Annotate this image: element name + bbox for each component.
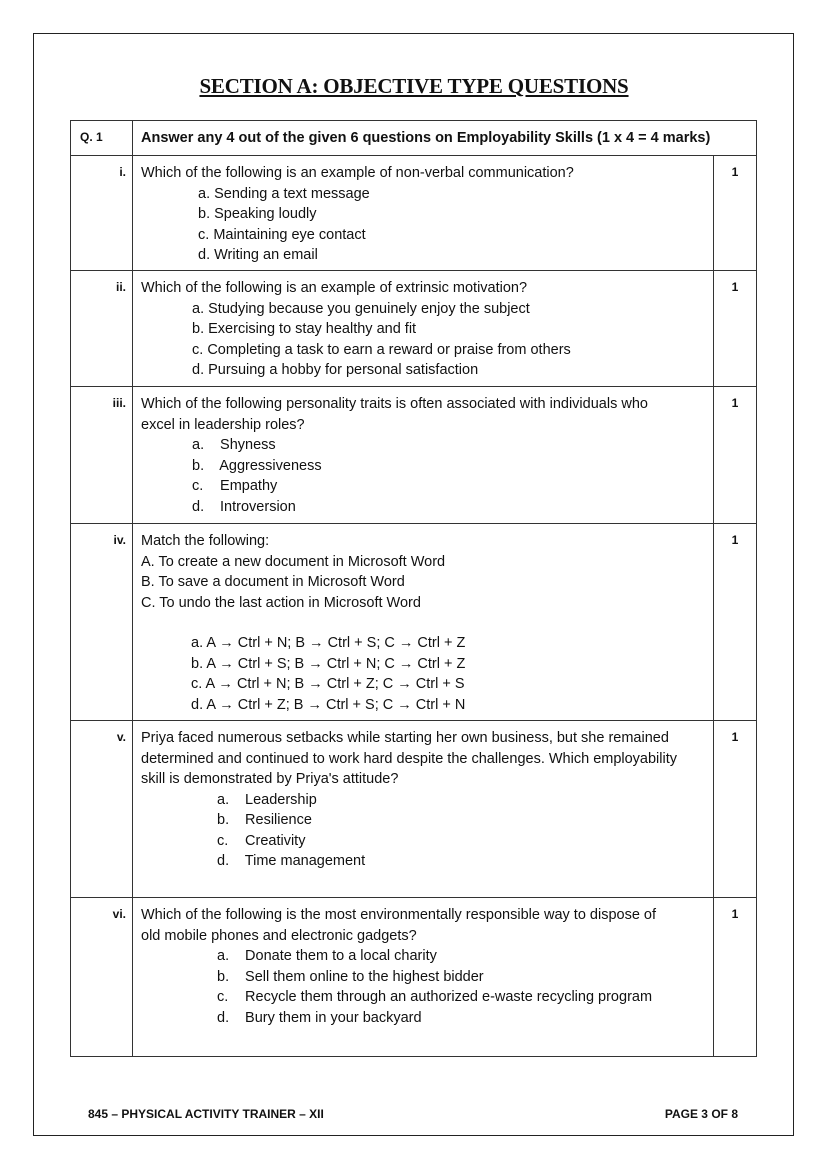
option-text: Recycle them through an authorized e-waste recycling program [245,989,653,1005]
option-letter: b. [191,655,204,672]
sub-question-number: ii. [71,271,133,386]
answer-option [141,497,707,518]
option-text: Resilience [245,812,312,828]
question-stem-line: A. To create a new document in Microsoft Word [141,553,446,570]
marks: 1 [731,165,739,179]
question-stem-line: Match the following: [141,533,270,549]
answer-option [141,1008,707,1029]
marks: 1 [731,907,739,921]
option-letter: d. [217,853,230,869]
question-stem-line: excel in leadership roles? [141,416,305,433]
option-text: Sell them online to the highest bidder [245,968,484,985]
option-letter: c. [198,226,210,243]
answer-option [141,435,707,456]
option-text: A → Ctrl + Z; B → Ctrl + S; C → Ctrl + N [206,696,466,713]
option-text: Aggressiveness [219,457,322,474]
sub-question-number: iii. [71,387,133,523]
question-stem-line: old mobile phones and electronic gadgets? [141,927,417,944]
question-stem-line: Which of the following is an example of non-verbal communication? [141,165,574,181]
option-text: Completing a task to earn a reward or praise from others [207,341,571,358]
option-text: Introversion [220,498,296,515]
option-text: A → Ctrl + N; B → Ctrl + S; C → Ctrl + Z [206,635,466,651]
answer-option [141,810,707,831]
answer-option [141,456,707,477]
footer-page-number: PAGE 3 OF 8 [664,1107,738,1121]
question-content [133,524,714,720]
answer-option [141,476,707,497]
option-letter: a. [217,791,230,808]
option-letter: d. [192,498,205,515]
question-row [71,271,756,387]
question-content [133,898,714,1056]
answer-option [141,184,707,205]
question-stem-line: Priya faced numerous setbacks while starting her own business, but she remained [141,730,669,746]
question-content [133,387,714,523]
option-text: Studying because you genuinely enjoy the subject [208,300,530,317]
sub-question-number: i. [71,156,133,270]
question-stem-line: Which of the following personality traits is often associated with individuals who [141,396,648,412]
option-letter: a. [192,437,205,453]
option-text: Maintaining eye contact [213,226,366,243]
question-content [133,271,714,386]
option-letter: a. [217,948,230,964]
question-stem-line: determined and continued to work hard despite the challenges. Which employability [141,750,678,767]
option-letter: c. [192,341,204,358]
option-letter: c. [217,989,229,1005]
option-letter: d. [198,247,211,263]
answer-option [141,340,707,361]
answer-option [141,790,707,811]
option-letter: b. [198,206,211,222]
answer-option [141,674,707,695]
table-header-row [71,121,756,156]
answer-option [141,360,707,381]
answer-option [141,967,707,988]
option-letter: b. [192,321,205,337]
option-letter: b. [192,457,205,474]
sub-question-number: vi. [71,898,133,1056]
option-letter: c. [217,832,229,849]
option-text: A → Ctrl + S; B → Ctrl + N; C → Ctrl + Z [206,655,466,672]
question-stem-line: Which of the following is an example of extrinsic motivation? [141,280,528,296]
footer-course: 845 – PHYSICAL ACTIVITY TRAINER – XII [88,1107,324,1121]
sub-question-number: iv. [71,524,133,720]
question-content [133,721,714,897]
option-letter: a. [198,185,211,202]
question-stem-line: B. To save a document in Microsoft Word [141,574,405,590]
option-text: Exercising to stay healthy and fit [208,321,417,337]
question-row [71,898,756,1056]
option-letter: a. [192,300,205,317]
question-row [71,524,756,721]
answer-option [141,204,707,225]
option-letter: d. [192,362,205,378]
option-text: Leadership [245,791,317,808]
answer-option [141,654,707,675]
question-row [71,156,756,271]
option-text: A → Ctrl + N; B → Ctrl + Z; C → Ctrl + S [205,676,465,692]
question-stem-line: C. To undo the last action in Microsoft Word [141,594,421,611]
answer-option [141,633,707,654]
option-text: Creativity [245,832,306,849]
section-title: SECTION A: OBJECTIVE TYPE QUESTIONS [199,74,629,98]
answer-option [141,225,707,246]
instruction: Answer any 4 out of the given 6 questions on Employability Skills (1 x 4 = 4 marks) [141,130,711,146]
answer-option [141,946,707,967]
sub-question-number: v. [71,721,133,897]
option-text: Time management [244,853,366,869]
answer-option [141,851,707,872]
answer-option [141,987,707,1008]
option-letter: b. [217,812,230,828]
question-row [71,387,756,524]
answer-option [141,299,707,320]
marks: 1 [731,280,739,294]
option-text: Writing an email [214,247,318,263]
question-stem-line: skill is demonstrated by Priya's attitude? [141,771,399,787]
option-text: Pursuing a hobby for personal satisfaction [208,362,479,378]
option-letter: a. [191,635,204,651]
answer-option [141,695,707,716]
option-letter: d. [217,1009,230,1026]
option-letter: d. [191,696,204,713]
option-text: Speaking loudly [214,206,317,222]
option-text: Sending a text message [214,185,370,202]
questions-table [70,120,757,1057]
question-number: Q. 1 [71,121,133,155]
question-row [71,721,756,898]
answer-option [141,245,707,266]
answer-option [141,831,707,852]
answer-option [141,319,707,340]
option-text: Bury them in your backyard [245,1009,422,1026]
option-text: Shyness [220,437,276,453]
option-text: Donate them to a local charity [245,948,437,964]
option-letter: c. [192,478,204,494]
option-letter: b. [217,968,230,985]
marks: 1 [731,396,739,410]
question-stem-line: Which of the following is the most environmentally responsible way to dispose of [141,907,657,923]
option-text: Empathy [220,478,278,494]
marks: 1 [731,730,739,744]
marks: 1 [731,533,739,547]
question-content [133,156,714,270]
option-letter: c. [191,676,203,692]
